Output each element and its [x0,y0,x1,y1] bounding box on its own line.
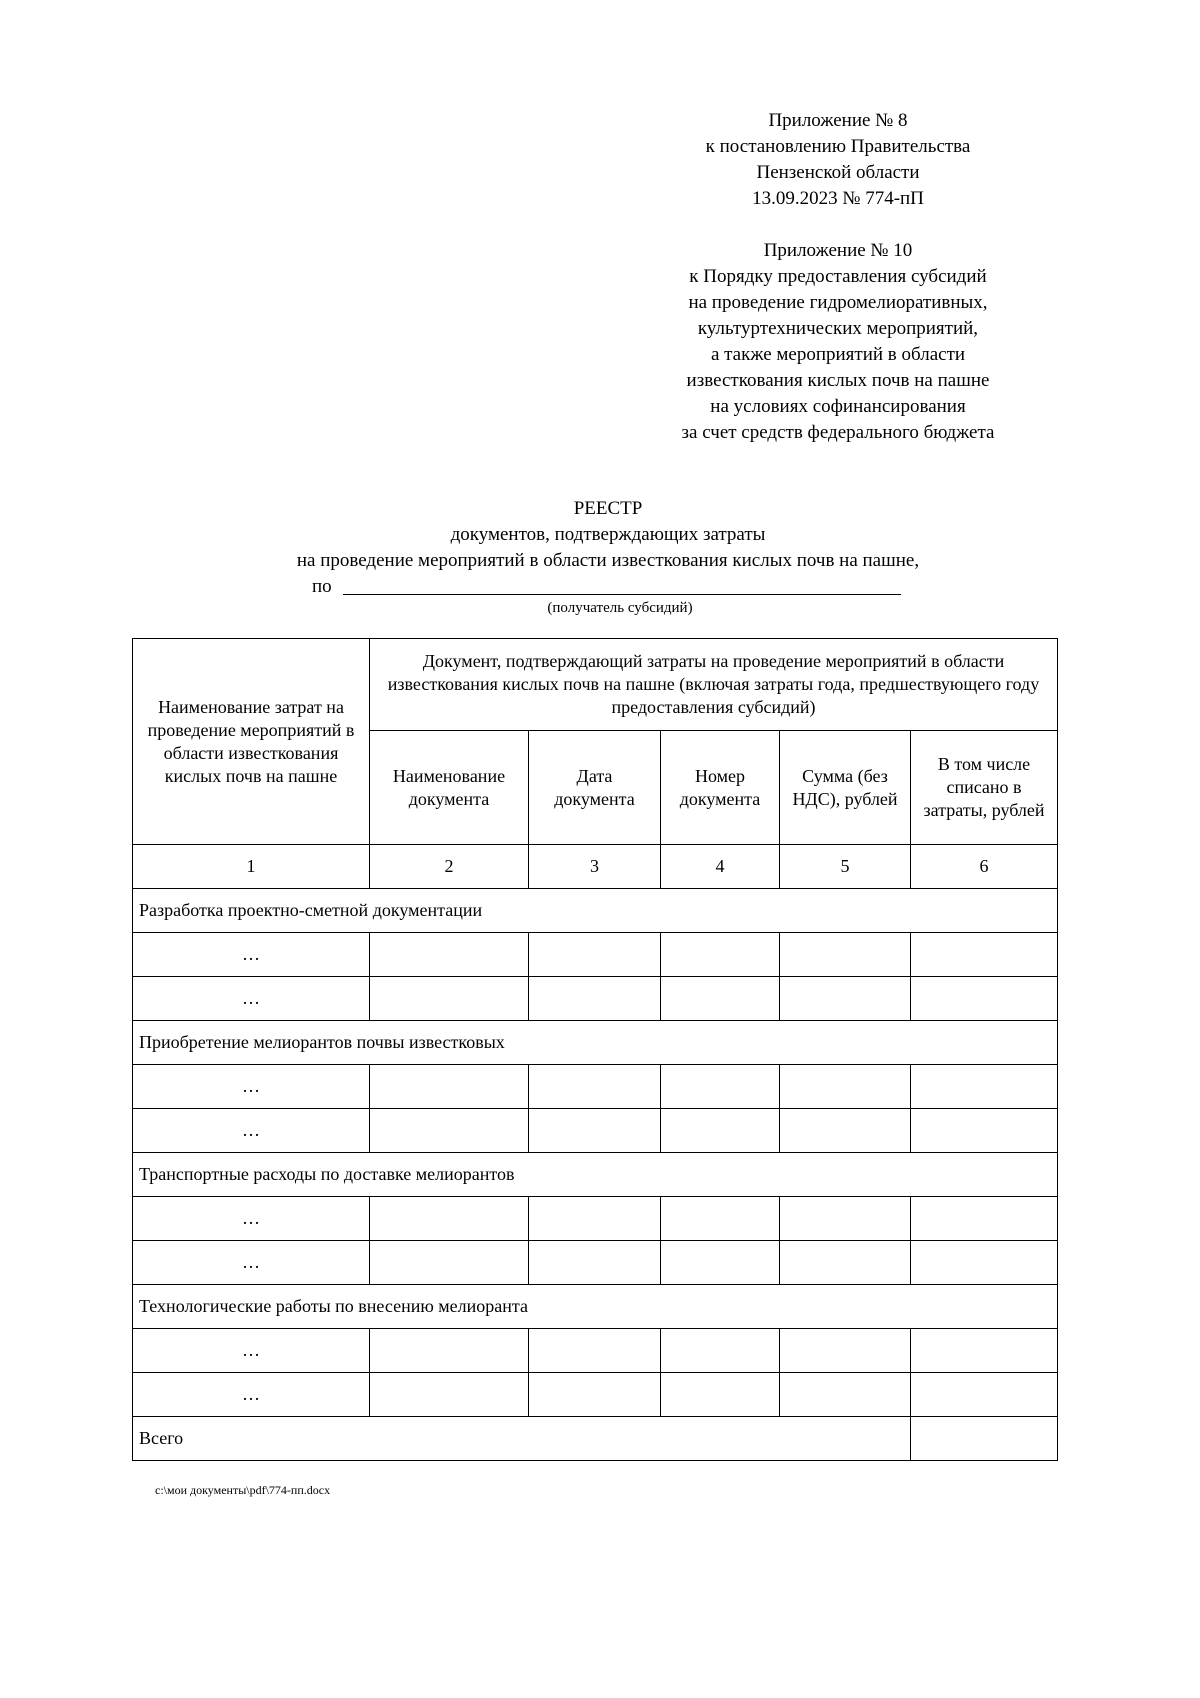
section-title: Технологические работы по внесению мелиоранта [133,1285,1058,1329]
appendix-10-line: к Порядку предоставления субсидий [689,266,987,287]
table-cell[interactable] [370,933,529,977]
table-cell[interactable] [780,1109,911,1153]
table-cell[interactable] [780,933,911,977]
appendix-10-line: Приложение № 10 [763,240,913,261]
table-cell[interactable] [661,977,780,1021]
table-cell[interactable] [911,933,1058,977]
sub-header-doc-name: Наименование документа [370,731,529,845]
table-cell[interactable] [661,1197,780,1241]
registry-table [132,638,1058,1461]
table-cell[interactable] [911,1241,1058,1285]
appendix-10-line: известкования кислых почв на пашне [686,370,990,391]
table-cell[interactable] [661,1109,780,1153]
column-number: 1 [133,845,370,889]
recipient-caption: (получатель субсидий) [547,600,693,616]
table-cell[interactable] [529,1373,661,1417]
table-row [133,933,1058,977]
row-label: … [133,1109,370,1153]
table-cell[interactable] [661,1329,780,1373]
table-cell[interactable] [370,1329,529,1373]
column-number: 3 [529,845,661,889]
appendix-10-line: культуртехнических мероприятий, [697,318,979,339]
table-cell[interactable] [661,1065,780,1109]
table-cell[interactable] [780,1065,911,1109]
table-cell[interactable] [911,977,1058,1021]
table-cell[interactable] [370,1373,529,1417]
appendix-10-line: за счет средств федерального бюджета [681,422,995,443]
table-cell[interactable] [370,1241,529,1285]
appendix-10-line: на условиях софинансирования [710,396,966,417]
col1-header: Наименование затрат на проведение мероприятий в области известкования кислых почв на пашне [133,639,370,845]
appendix-10-block [630,238,1046,446]
table-cell[interactable] [370,1109,529,1153]
table-cell[interactable] [661,933,780,977]
row-label: … [133,1065,370,1109]
row-label: … [133,1241,370,1285]
table-cell[interactable] [661,1373,780,1417]
sub-header-doc-number: Номер документа [661,731,780,845]
table-cell[interactable] [529,933,661,977]
sub-header-sum: Сумма (без НДС), рублей [780,731,911,845]
row-label: … [133,1197,370,1241]
total-row [133,1417,1058,1461]
footer-file-path: c:\мои документы\pdf\774-пп.docx [155,1483,331,1497]
registry-heading: РЕЕСТР [573,498,643,519]
table-cell[interactable] [911,1197,1058,1241]
row-label: … [133,977,370,1021]
row-label: … [133,1373,370,1417]
table-cell[interactable] [780,1241,911,1285]
table-row [133,1109,1058,1153]
table-cell[interactable] [911,1373,1058,1417]
registry-title [200,496,1016,574]
table-cell[interactable] [370,1065,529,1109]
sub-header-doc-date: Дата документа [529,731,661,845]
table-cell[interactable] [911,1065,1058,1109]
table-cell[interactable] [780,1329,911,1373]
table-row [133,977,1058,1021]
table-cell[interactable] [780,1197,911,1241]
total-label: Всего [133,1417,911,1461]
table-cell[interactable] [911,1329,1058,1373]
table-cell[interactable] [911,1109,1058,1153]
table-cell[interactable] [370,977,529,1021]
registry-subtitle-line: на проведение мероприятий в области известкования кислых почв на пашне, [296,550,920,571]
recipient-line [312,574,912,600]
table-cell[interactable] [529,1065,661,1109]
column-number: 4 [661,845,780,889]
table-row [133,1373,1058,1417]
document-group-header: Документ, подтверждающий затраты на проведение мероприятий в области известкования кислых почв на пашне (включая затраты года, предшествующего году предоставления субсидий) [370,639,1058,731]
table-cell[interactable] [529,977,661,1021]
total-value-cell[interactable] [911,1417,1058,1461]
section-title: Разработка проектно-сметной документации [133,889,1058,933]
sub-header-written-off: В том числе списано в затраты, рублей [911,731,1058,845]
table-cell[interactable] [529,1109,661,1153]
appendix-8-block [660,108,1016,212]
table-row [133,1329,1058,1373]
row-label: … [133,933,370,977]
registry-subtitle-line: документов, подтверждающих затраты [450,524,766,545]
table-cell[interactable] [529,1241,661,1285]
table-cell[interactable] [780,1373,911,1417]
appendix-8-line: Приложение № 8 [768,110,908,131]
appendix-8-line: 13.09.2023 № 774-пП [752,188,924,209]
table-cell[interactable] [370,1197,529,1241]
table-row [133,1241,1058,1285]
appendix-10-line: а также мероприятий в области [710,344,966,365]
recipient-fill-line[interactable] [343,594,901,595]
table-row [133,1197,1058,1241]
appendix-10-line: на проведение гидромелиоративных, [688,292,988,313]
appendix-8-line: Пензенской области [756,162,920,183]
table-cell[interactable] [529,1197,661,1241]
appendix-8-line: к постановлению Правительства [705,136,971,157]
column-number: 2 [370,845,529,889]
column-number: 6 [911,845,1058,889]
table-cell[interactable] [529,1329,661,1373]
section-title: Приобретение мелиорантов почвы известковых [133,1021,1058,1065]
table-cell[interactable] [661,1241,780,1285]
po-label: по [312,576,332,597]
section-title: Транспортные расходы по доставке мелиорантов [133,1153,1058,1197]
table-row [133,1065,1058,1109]
row-label: … [133,1329,370,1373]
table-cell[interactable] [780,977,911,1021]
column-number: 5 [780,845,911,889]
